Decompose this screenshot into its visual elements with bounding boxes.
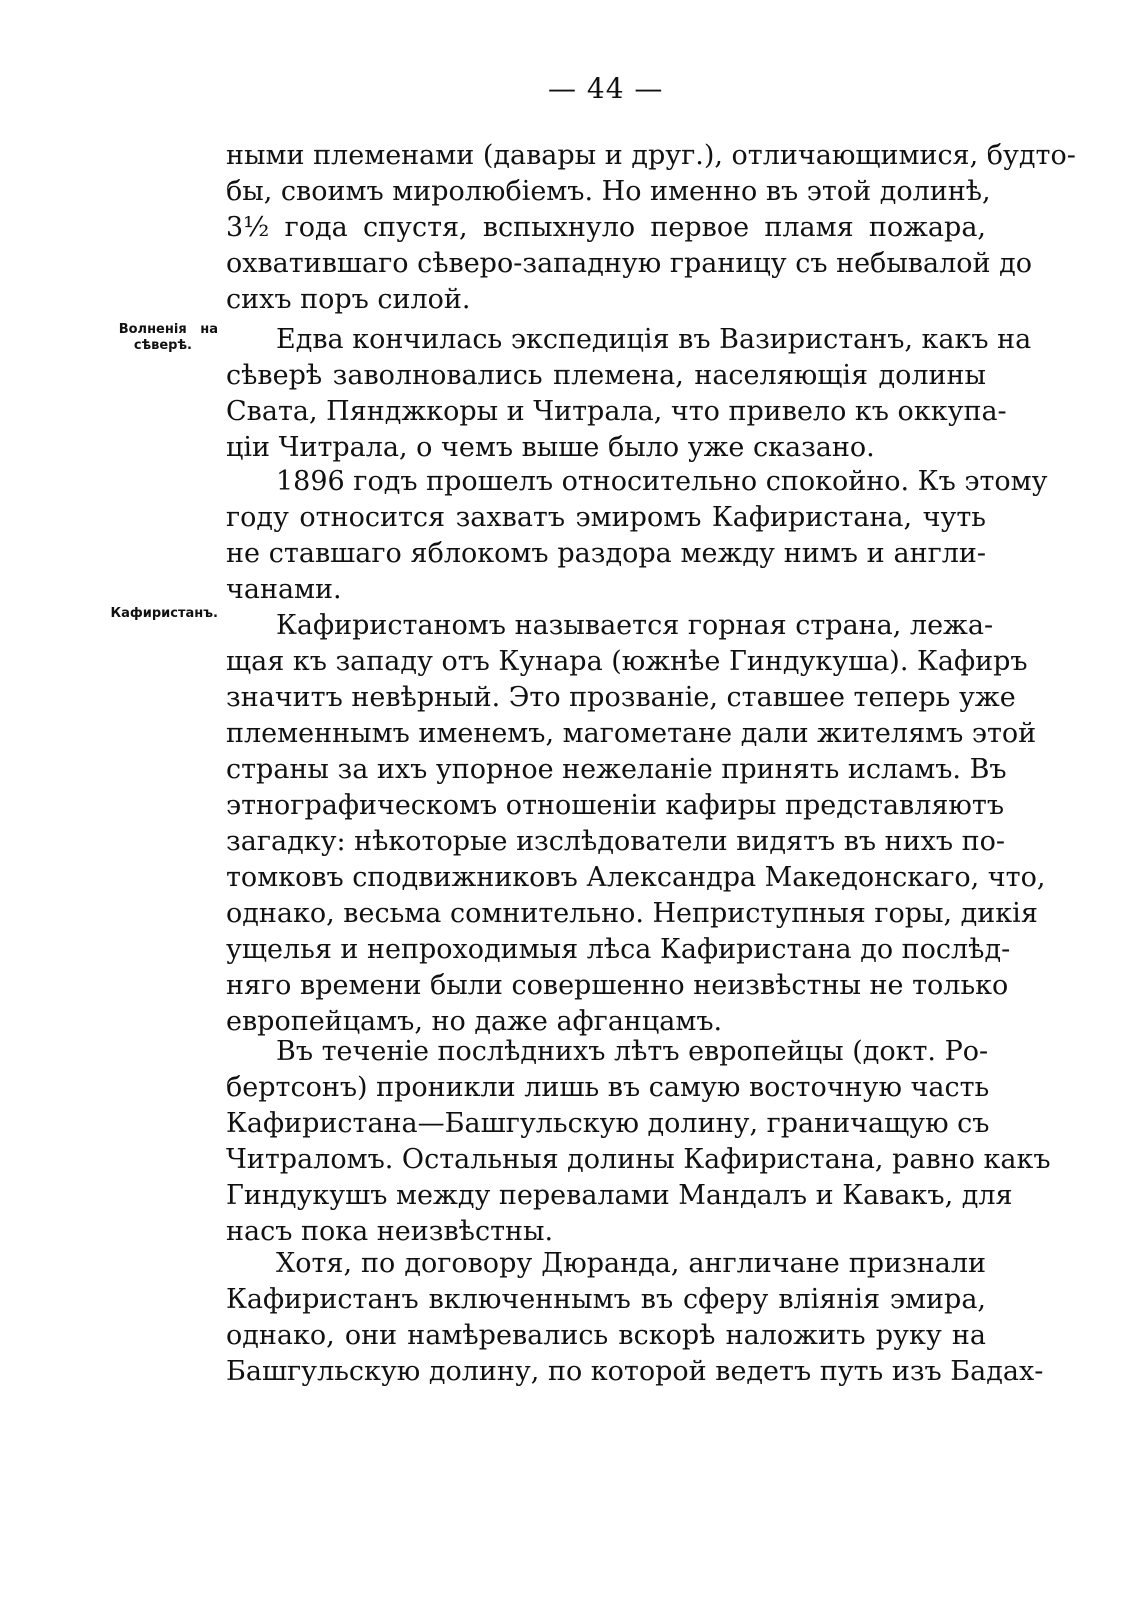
text-line: страны за ихъ упорное нежеланіе принять исламъ. Въ [226,754,1007,785]
paragraph-1896 [226,464,1048,608]
text-line: охватившаго сѣверо-западную границу съ небывалой до [226,248,1032,279]
text-line: Башгульскую долину, по которой ведетъ путь изъ Бадах- [226,1356,1044,1387]
paragraph-robertson [226,1034,1051,1250]
text-line: не ставшаго яблокомъ раздора между нимъ и англи- [226,538,986,569]
text-line: загадку: нѣкоторые изслѣдователи видятъ въ нихъ по- [226,826,1006,857]
text-line: Кафиристанъ включеннымъ въ сферу вліянія эмира, [226,1284,986,1315]
text-line: году относится захватъ эмиромъ Кафиристана, чуть [226,502,986,533]
text-line: ными племенами (давары и друг.), отличающимися, будто- [226,140,1076,171]
page-number: — 44 — [548,72,664,105]
margin-note-unrest-north [96,322,218,354]
paragraph-unrest-north [226,322,1032,466]
text-line: Читраломъ. Остальныя долины Кафиристана, равно какъ [226,1144,1051,1175]
text-line: чанами. [226,574,342,605]
text-line: Хотя, по договору Дюранда, англичане признали [276,1248,986,1279]
text-line: няго времени были совершенно неизвѣстны не только [226,970,1009,1001]
text-line: племеннымъ именемъ, магометане дали жителямъ этой [226,718,1037,749]
text-line: значитъ невѣрный. Это прозваніе, ставшее теперь уже [226,682,1016,713]
text-line: 1896 годъ прошелъ относительно спокойно. Къ этому [276,466,1048,497]
text-line: сихъ поръ силой. [226,284,471,315]
text-line: ущелья и непроходимыя лѣса Кафиристана до послѣд- [226,934,1011,965]
margin-note-line: сѣверѣ. [133,338,192,353]
margin-note-line: Кафиристанъ. [110,606,218,621]
text-line: насъ пока неизвѣстны. [226,1216,554,1247]
text-line: Кафиристана—Башгульскую долину, граничащую съ [226,1108,990,1139]
text-line: щая къ западу отъ Кунара (южнѣе Гиндукуша). Кафиръ [226,646,1028,677]
text-line: Въ теченіе послѣднихъ лѣтъ европейцы (докт. Ро- [276,1036,989,1067]
margin-note-kafiristan [96,606,218,622]
text-line: 3½ года спустя, вспыхнуло первое пламя пожара, [226,212,986,243]
text-line: европейцамъ, но даже афганцамъ. [226,1006,723,1037]
margin-note-line: Волненія на [118,322,218,337]
text-line: однако, весьма сомнительно. Неприступныя горы, дикія [226,898,1038,929]
text-line: этнографическомъ отношеніи кафиры представляютъ [226,790,1005,821]
paragraph-durand [226,1246,1044,1390]
text-line: ціи Читрала, о чемъ выше было уже сказано. [226,432,875,463]
text-line: сѣверѣ заволновались племена, населяющія долины [226,360,986,391]
text-line: Свата, Пянджкоры и Читрала, что привело къ оккупа- [226,396,1007,427]
text-line: Кафиристаномъ называется горная страна, лежа- [276,610,994,641]
text-line: однако, они намѣревались вскорѣ наложить руку на [226,1320,986,1351]
paragraph-continuation [226,138,1076,318]
text-line: Едва кончилась экспедиція въ Вазиристанъ, какъ на [276,324,1032,355]
text-line: бы, своимъ миролюбіемъ. Но именно въ этой долинѣ, [226,176,991,207]
text-line: бертсонъ) проникли лишь въ самую восточную часть [226,1072,990,1103]
text-line: томковъ сподвижниковъ Александра Македонскаго, что, [226,862,1046,893]
paragraph-kafiristan [226,608,1046,1040]
text-line: Гиндукушъ между перевалами Мандалъ и Кавакъ, для [226,1180,1013,1211]
